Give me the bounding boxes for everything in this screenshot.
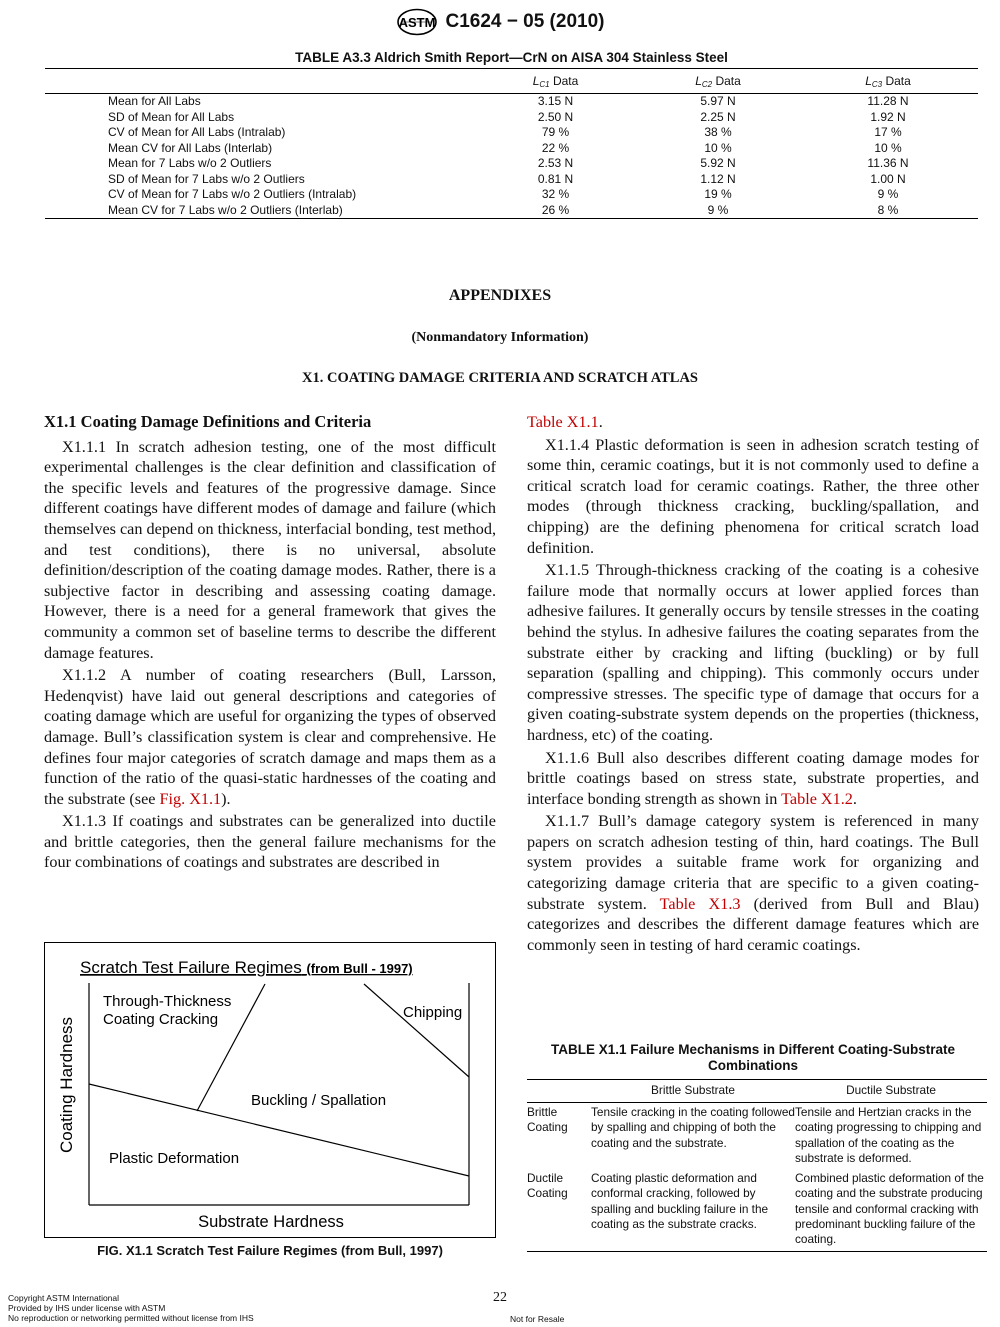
table-x11-link[interactable]: Table X1.1 bbox=[527, 413, 599, 431]
cell-lc1: 26 % bbox=[541, 202, 570, 217]
table-x11-title-line-2: Combinations bbox=[708, 1058, 798, 1073]
col-l: L bbox=[865, 73, 872, 88]
col-data: Data bbox=[882, 73, 911, 88]
cell-lc3: 1.92 N bbox=[870, 109, 906, 124]
cell-lc2: 19 % bbox=[704, 187, 732, 201]
table-x13-link[interactable]: Table X1.3 bbox=[659, 894, 741, 913]
table-row bbox=[45, 156, 978, 172]
cell-lc2: 1.12 N bbox=[700, 171, 736, 186]
table-x11-title bbox=[527, 1042, 979, 1074]
paragraph-x113 bbox=[44, 811, 496, 873]
region-ttc-label-2: Coating Cracking bbox=[103, 1011, 219, 1028]
table-a33-title: TABLE A3.3 Aldrich Smith Report—CrN on AISA 304 Stainless Steel bbox=[295, 50, 728, 65]
page-number: 22 bbox=[493, 1290, 507, 1305]
table-header-blank bbox=[45, 69, 473, 94]
cell-lc3: 9 % bbox=[877, 187, 899, 201]
col-header-lc2 bbox=[638, 69, 798, 94]
figure-title: Scratch Test Failure Regimes bbox=[80, 958, 302, 977]
astm-logo-icon bbox=[396, 8, 438, 36]
cell-lc1: 2.50 N bbox=[537, 109, 574, 124]
paragraph-text: (derived from Bull and Blau) categorizes and describes the different damage features which are commonly seen in testing of hard ceramic coatings. bbox=[527, 894, 979, 954]
x-axis-label: Substrate Hardness bbox=[198, 1213, 344, 1231]
row-label: Mean for 7 Labs w/o 2 Outliers bbox=[108, 156, 272, 170]
cell-ductile-substrate: Tensile and Hertzian cracks in the coating progressing to chipping and spallation of the coating as the substrate is deformed. bbox=[795, 1105, 982, 1165]
cell-lc1: 0.81 N bbox=[537, 171, 574, 186]
row-label: Mean CV for All Labs (Interlab) bbox=[108, 140, 273, 155]
region-buckling-label: Buckling / Spallation bbox=[251, 1092, 387, 1109]
y-axis-label: Coating Hardness bbox=[57, 1016, 76, 1154]
right-text-column bbox=[527, 412, 979, 957]
table-header-row bbox=[527, 1080, 987, 1103]
table-x11 bbox=[527, 1079, 987, 1252]
paragraph-text: . bbox=[852, 789, 857, 808]
cell-lc1: 22 % bbox=[541, 140, 570, 155]
col-data: Data bbox=[712, 73, 741, 88]
table-header-blank bbox=[527, 1080, 591, 1103]
nonmandatory-heading: (Nonmandatory Information) bbox=[411, 330, 589, 345]
row-label: SD of Mean for 7 Labs w/o 2 Outliers bbox=[108, 171, 305, 186]
table-row bbox=[45, 141, 978, 157]
cell-lc3: 8 % bbox=[877, 202, 899, 217]
paragraph-x114: X1.1.4 Plastic deformation is seen in adhesion scratch testing of some thin, ceramic coatings, but it is not commonly used to define a critical scratch load for ceramic coatings. Rather, the three other modes (through thickness cracking, buckling/spallation, and chipping) are the defining phenomena for critical scratch load definition. bbox=[527, 435, 979, 557]
col-data: Data bbox=[549, 73, 579, 88]
cell-brittle-substrate: Coating plastic deformation and conformal cracking, followed by spalling and buckling failure in the coating as the substrate cracks. bbox=[591, 1171, 769, 1232]
x11-heading: X1.1 Coating Damage Definitions and Criteria bbox=[44, 412, 372, 431]
cell-lc2: 5.92 N bbox=[700, 156, 736, 170]
copyright-line: Provided by IHS under license with ASTM bbox=[8, 1303, 166, 1313]
table-x11-title-line-1: TABLE X1.1 Failure Mechanisms in Different Coating-Substrate bbox=[550, 1042, 956, 1057]
paragraph-text: ). bbox=[221, 789, 231, 808]
cell-lc2: 10 % bbox=[704, 140, 732, 155]
appendixes-heading: APPENDIXES bbox=[448, 287, 552, 304]
paragraph-x113-continued bbox=[527, 412, 979, 433]
cell-lc1: 3.15 N bbox=[537, 94, 574, 108]
table-x12-link[interactable]: Table X1.2 bbox=[781, 789, 853, 808]
cell-lc3: 11.36 N bbox=[867, 156, 909, 170]
cell-lc3: 11.28 N bbox=[867, 94, 909, 108]
paragraph-text: . bbox=[598, 413, 603, 431]
figure-caption: FIG. X1.1 Scratch Test Failure Regimes (from Bull, 1997) bbox=[97, 1243, 443, 1258]
failure-regimes-diagram bbox=[45, 943, 495, 1237]
cell-lc3: 17 % bbox=[874, 125, 902, 139]
paragraph-x115: X1.1.5 Through-thickness cracking of the coating is a cohesive failure mode that normally occurs at lower applied forces than adhesive failures. It generally occurs by tensile stresses in the coating behind the stylus. In adhesive failures the coating separates from the substrate either by cracking and lifting (buckling) or by full separation (spalling and chipping). This commonly occurs under compressive stresses. The specific type of damage that occurs for a given coating-substrate system depends on the properties (thickness, hardness, etc) of the coating. bbox=[527, 561, 979, 744]
cell-lc2: 5.97 N bbox=[700, 94, 736, 108]
copyright-notice bbox=[8, 1293, 254, 1323]
col-l: L bbox=[532, 73, 540, 88]
table-row bbox=[527, 1103, 987, 1170]
paragraph-x112 bbox=[44, 665, 496, 809]
fig-x11-link[interactable]: Fig. X1.1 bbox=[159, 789, 222, 808]
row-label: CV of Mean for 7 Labs w/o 2 Outliers (Intralab) bbox=[108, 187, 357, 201]
not-for-resale: Not for Resale bbox=[510, 1314, 565, 1324]
svg-text:ASTM: ASTM bbox=[398, 15, 435, 30]
col-header-lc3 bbox=[798, 69, 978, 94]
row-label bbox=[527, 1169, 591, 1250]
row-label-line: Ductile bbox=[527, 1171, 564, 1186]
row-label-line: Coating bbox=[527, 1120, 568, 1135]
table-row bbox=[45, 94, 978, 110]
copyright-line: Copyright ASTM International bbox=[8, 1293, 120, 1303]
document-id: C1624 − 05 (2010) bbox=[445, 11, 605, 32]
table-row bbox=[45, 110, 978, 126]
region-plastic-label: Plastic Deformation bbox=[109, 1150, 240, 1167]
col-sub: C1 bbox=[539, 79, 550, 89]
table-row bbox=[45, 125, 978, 141]
page-header bbox=[0, 8, 1000, 36]
cell-lc2: 38 % bbox=[704, 125, 732, 139]
table-a33 bbox=[45, 68, 978, 219]
row-label: Mean for All Labs bbox=[108, 94, 201, 108]
table-row bbox=[45, 187, 978, 203]
cell-ductile-substrate: Combined plastic deformation of the coating and the substrate producing tensile and conformal cracking with predominant buckling failure of the coating. bbox=[795, 1171, 984, 1247]
cell-lc1: 79 % bbox=[541, 125, 570, 139]
paragraph-text: X1.1.6 Bull also describes different coating damage modes for brittle coatings based on stress state, substrate properties, and interface bonding strength as shown in bbox=[527, 748, 979, 808]
table-row bbox=[45, 172, 978, 188]
table-row bbox=[45, 203, 978, 219]
row-label-line: Brittle bbox=[527, 1105, 558, 1119]
paragraph-text: X1.1.3 If coatings and substrates can be generalized into ductile and brittle categories, then the general failure mechanisms for the four combinations of coatings and substrates are described in bbox=[44, 812, 496, 872]
cell-lc2: 2.25 N bbox=[700, 109, 736, 124]
figure-title-suffix: (from Bull - 1997) bbox=[306, 961, 413, 976]
svg-text:Scratch Test Failure Regimes ( bbox=[80, 958, 413, 977]
table-header-row bbox=[45, 69, 978, 94]
col-header-lc1 bbox=[473, 69, 638, 94]
paragraph-x116 bbox=[527, 748, 979, 810]
col-sub: C3 bbox=[871, 79, 883, 89]
col-l: L bbox=[695, 73, 702, 88]
paragraph-x117 bbox=[527, 811, 979, 955]
row-label: CV of Mean for All Labs (Intralab) bbox=[108, 125, 286, 139]
cell-lc1: 2.53 N bbox=[537, 156, 574, 170]
left-text-column bbox=[44, 412, 496, 875]
paragraph-text: X1.1.2 A number of coating researchers (Bull, Larsson, Hedenqvist) have laid out general descriptions and categories of coating damage which are useful for organizing the types of observed damage. Bull’s classification system is clear and comprehensive. He defines four major categories of scratch damage and maps them as a function of the ratio of the quasi-static hardnesses of the coating and the substrate (see bbox=[44, 666, 496, 808]
row-label bbox=[527, 1103, 591, 1170]
region-ttc-label-1: Through-Thickness bbox=[103, 993, 232, 1010]
col-sub: C2 bbox=[701, 79, 713, 89]
col-header-ductile-substrate: Ductile Substrate bbox=[795, 1080, 987, 1103]
cell-lc3: 1.00 N bbox=[870, 171, 906, 186]
figure-x11 bbox=[44, 942, 496, 1238]
cell-lc2: 9 % bbox=[707, 202, 729, 217]
row-label-line: Coating bbox=[527, 1186, 568, 1201]
cell-lc3: 10 % bbox=[874, 140, 902, 155]
paragraph-x111: X1.1.1 In scratch adhesion testing, one of the most difficult experimental challenges is the clear definition and classification of the specific levels and features of the progressive damage. Since different coatings have different modes of damage and failure (which themselves can depend on thickness, interfacial bonding, test method, and test conditions), there is no universal, absolute definition/description of the coating damage modes. Rather, there is a subjective factor in describing and assessing coating damage. However, there is a need for a general framework that gives the community a common set of baseline terms to describe the different damage features. bbox=[44, 437, 496, 662]
right-column-inner bbox=[527, 412, 979, 955]
x1-section-heading: X1. COATING DAMAGE CRITERIA AND SCRATCH ATLAS bbox=[302, 370, 698, 386]
region-chipping-label: Chipping bbox=[403, 1004, 463, 1021]
row-label: Mean CV for 7 Labs w/o 2 Outliers (Interlab) bbox=[108, 202, 343, 217]
cell-lc1: 32 % bbox=[541, 187, 570, 201]
row-label: SD of Mean for All Labs bbox=[108, 109, 235, 124]
cell-brittle-substrate: Tensile cracking in the coating followed by spalling and chipping of both the coating and the substrate. bbox=[591, 1105, 795, 1150]
chipping-boundary-line bbox=[364, 984, 469, 1077]
paragraph-text: X1.1.7 Bull’s damage category system is referenced in many papers on scratch adhesion testing of thin, hard coatings. The Bull system provides a suitable frame work for organizing and categorizing damage criteria that are specific to a given coating-substrate system. bbox=[527, 812, 979, 913]
col-header-brittle-substrate: Brittle Substrate bbox=[591, 1080, 795, 1103]
copyright-line: No reproduction or networking permitted without license from IHS bbox=[8, 1313, 254, 1323]
table-row bbox=[527, 1169, 987, 1250]
